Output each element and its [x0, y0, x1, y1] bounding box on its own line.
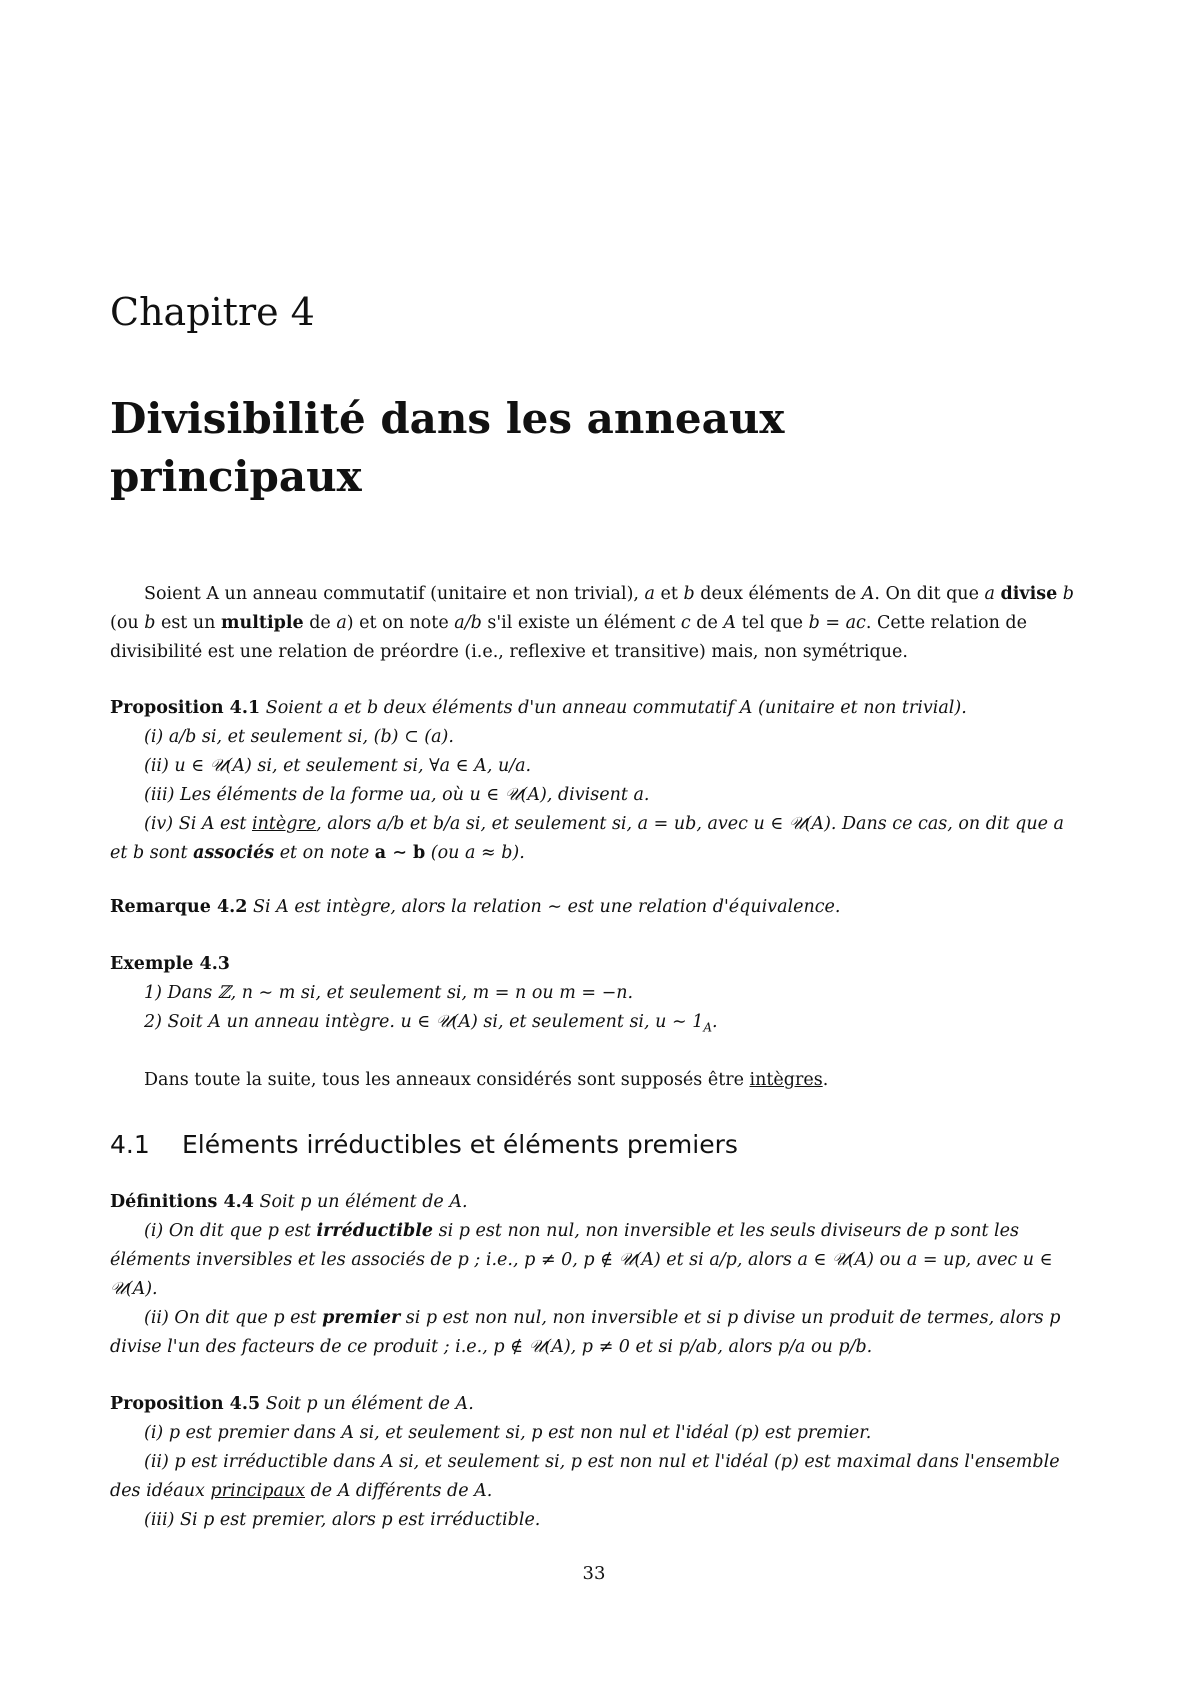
intro-paragraph: Soient A un anneau commutatif (unitaire et non trivial), a et b deux éléments de A. On dit que a divise b (ou b est un multiple de a) et on note a/b s'il existe un élément c de A tel que b = ac. Cette relation de divisibilité est une relation de préordre (i.e., reflexive et transitive) mais, non symétrique.	[110, 584, 1074, 662]
remarque-4-2: Remarque 4.2 Si A est intègre, alors la relation ∼ est une relation d'équivalence.	[110, 897, 841, 917]
chapter-title: Divisibilité dans les anneaux principaux	[110, 394, 785, 501]
def-premier: (ii) On dit que p est premier si p est non nul, non inversible et si p divise un produit de termes, alors p divise l'un des facteurs de ce produit ; i.e., p ∉ 𝒰(A), p ≠ 0 et si p/ab, alors p/a ou p/b.	[110, 1308, 1061, 1357]
prop41-item-iv: (iv) Si A est intègre, alors a/b et b/a si, et seulement si, a = ub, avec u ∈ 𝒰(A). Dans ce cas, on dit que a et b sont associés et on note a ∼ b (ou a ≈ b).	[110, 814, 1064, 863]
convention-note: Dans toute la suite, tous les anneaux considérés sont supposés être intègres.	[144, 1070, 829, 1090]
example-line-2: 2) Soit A un anneau intègre. u ∈ 𝒰(A) si, et seulement si, u ∼ $1_A$.	[144, 1012, 718, 1035]
prop41-item-i: (i) a/b si, et seulement si, (b) ⊂ (a).	[144, 727, 454, 747]
proposition-4-1: Proposition 4.1 Soient a et b deux éléments d'un anneau commutatif A (unitaire et non trivial). (i) a/b si, et seulement si, (b) ⊂ (a). (ii) u ∈ 𝒰(A) si, et seulement si, ∀a ∈ A, u/a. (iii) Les éléments de la forme ua, où u ∈ 𝒰(A), divisent a. (iv) Si A est intègre, alors a/b et b/a si, et seulement si, a = ub, avec u ∈ 𝒰(A). Dans ce cas, on dit que a et b sont associés et on note a ∼ b (ou a ≈ b).	[110, 694, 1078, 868]
proposition-label: Proposition 4.1	[110, 698, 261, 718]
prop45-item-iii: (iii) Si p est premier, alors p est irréductible.	[144, 1510, 541, 1530]
definitions-4-4: Définitions 4.4 Soit p un élément de A. (i) On dit que p est irréductible si p est non nul, non inversible et les seuls diviseurs de p sont les éléments inversibles et les associés de p ; i.e., p ≠ 0, p ∉ 𝒰(A) et si a/p, alors a ∈ 𝒰(A) ou a = up, avec u ∈ 𝒰(A). (ii) On dit que p est premier si p est non nul, non inversible et si p divise un produit de termes, alors p divise l'un des facteurs de ce produit ; i.e., p ∉ 𝒰(A), p ≠ 0 et si p/ab, alors p/a ou p/b.	[110, 1188, 1078, 1362]
term-associes: associés	[193, 843, 275, 863]
term-multiple: multiple	[221, 613, 304, 633]
example-line-1: 1) Dans ℤ, n ∼ m si, et seulement si, m = n ou m = −n.	[144, 983, 634, 1003]
section-heading: 4.1 Eléments irréductibles et éléments premiers	[110, 1130, 738, 1159]
prop41-item-ii: (ii) u ∈ 𝒰(A) si, et seulement si, ∀a ∈ A, u/a.	[144, 756, 532, 776]
def-irreductible: (i) On dit que p est irréductible si p est non nul, non inversible et les seuls diviseurs de p sont les éléments inversibles et les associés de p ; i.e., p ≠ 0, p ∉ 𝒰(A) et si a/p, alors a ∈ 𝒰(A) ou a = up, avec u ∈ 𝒰(A).	[110, 1221, 1053, 1299]
prop41-item-iii: (iii) Les éléments de la forme ua, où u ∈ 𝒰(A), divisent a.	[144, 785, 650, 805]
prop45-item-i: (i) p est premier dans A si, et seulement si, p est non nul et l'idéal (p) est premier.	[144, 1423, 872, 1443]
prop45-item-ii: (ii) p est irréductible dans A si, et seulement si, p est non nul et l'idéal (p) est maximal dans l'ensemble des idéaux principaux de A différents de A.	[110, 1452, 1060, 1501]
proposition-4-5: Proposition 4.5 Soit p un élément de A. (i) p est premier dans A si, et seulement si, p est non nul et l'idéal (p) est premier. (ii) p est irréductible dans A si, et seulement si, p est non nul et l'idéal (p) est maximal dans l'ensemble des idéaux principaux de A différents de A. (iii) Si p est premier, alors p est irréductible.	[110, 1390, 1078, 1535]
chapter-label: Chapitre 4	[110, 290, 315, 334]
page-number: 33	[582, 1563, 606, 1584]
exemple-4-3: Exemple 4.3 1) Dans ℤ, n ∼ m si, et seulement si, m = n ou m = −n. 2) Soit A un anneau intègre. u ∈ 𝒰(A) si, et seulement si, u ∼ $1_A$.	[110, 950, 1078, 1043]
term-divise: divise	[1000, 584, 1058, 604]
